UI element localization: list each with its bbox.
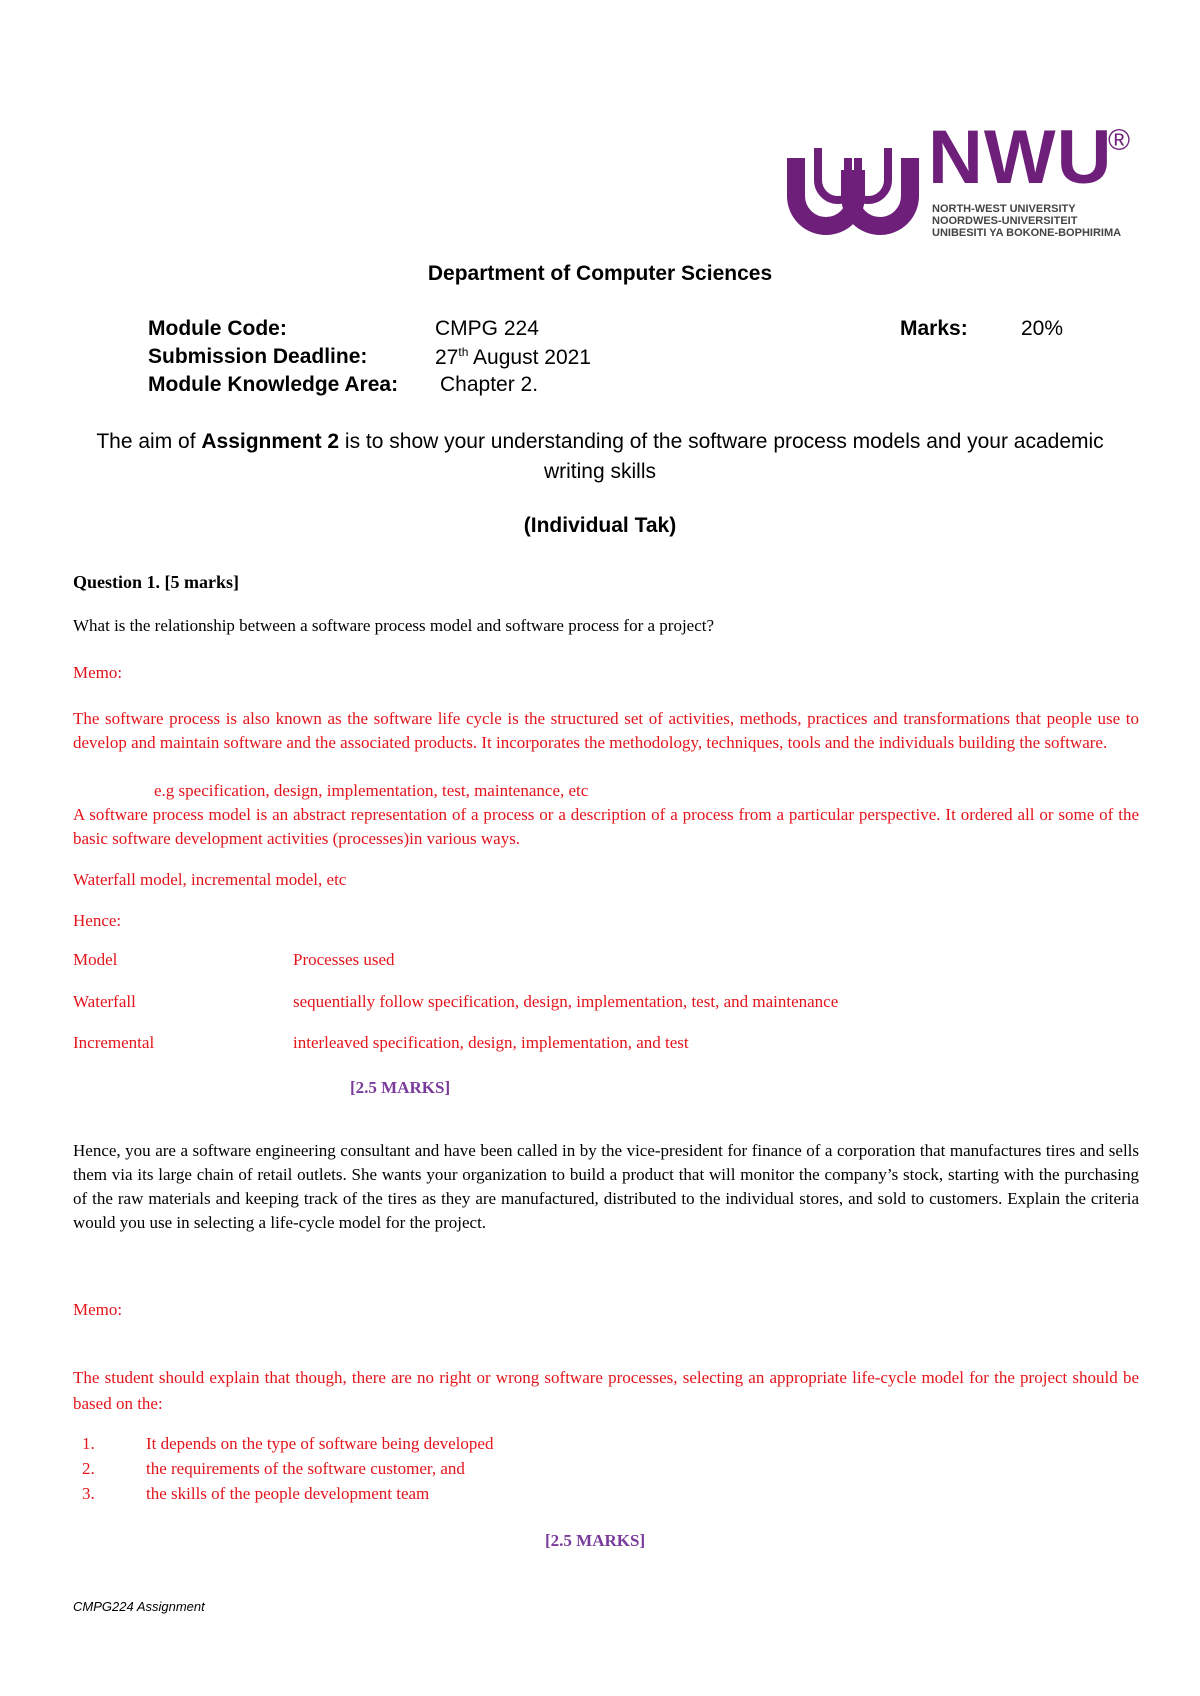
memo-2-label: Memo: (73, 1300, 123, 1319)
aim-text-pre: The aim of (96, 430, 202, 453)
page-footer: CMPG224 Assignment (73, 1599, 205, 1614)
memo-1-models: Waterfall model, incremental model, etc (73, 870, 347, 889)
deadline-row (148, 345, 1108, 373)
aim-assignment-name: Assignment 2 (201, 430, 340, 453)
memo-2-intro: The student should explain that though, there are no right or wrong software processes, selecting an appropriate life-cycle model for the project should be based on the: (73, 1368, 1139, 1413)
memo-1-paragraph-2: A software process model is an abstract representation of a process or a description of a process from a particular perspective. It ordered all or some of the basic software development activities (processes)in various ways. (73, 805, 1139, 848)
memo-1-paragraph-1: The software process is also known as the software life cycle is the structured set of activities, methods, practices and transformations that people use to develop and maintain software and the associated products. It incorporates the methodology, techniques, tools and the individuals building the software. (73, 709, 1139, 752)
assignment-aim (90, 427, 1110, 487)
department-title: Department of Computer Sciences (427, 262, 773, 285)
list-item-number: 1. (82, 1434, 95, 1453)
model-name: Incremental (73, 1033, 155, 1052)
memo-1-marks: [2.5 MARKS] (350, 1078, 451, 1097)
university-names (932, 203, 1121, 239)
model-processes: interleaved specification, design, implementation, and test (293, 1033, 689, 1052)
list-item-text: the skills of the people development team (146, 1484, 430, 1503)
list-item-number: 3. (82, 1484, 95, 1503)
question-1-text: What is the relationship between a software process model and software process for a project? (73, 616, 715, 635)
knowledge-area-value: Chapter 2. (440, 373, 539, 396)
deadline-day: 27 (435, 346, 459, 369)
memo-2-marks: [2.5 MARKS] (545, 1531, 646, 1550)
task-type: (Individual Tak) (523, 514, 677, 537)
aim-text-post: is to show your understanding of the software process models and your academic writing skills (339, 430, 1104, 483)
module-code-label: Module Code: (148, 317, 287, 340)
knowledge-area-label: Module Knowledge Area: (148, 373, 399, 396)
question-1-heading: Question 1. [5 marks] (73, 572, 239, 592)
scenario-paragraph: Hence, you are a software engineering consultant and have been called in by the vice-president for finance of a corporation that manufactures tires and sells them via its large chain of retail outlets. She wants your organization to build a product that will monitor the company’s stock, starting with the purchasing of the raw materials and keeping track of the tires as they are manufactured, distributed to the individual stores, and sold to customers. Explain the criteria would you use in selecting a life-cycle model for the project. (73, 1141, 1139, 1232)
list-item-text: the requirements of the software customer, and (146, 1459, 465, 1478)
model-column-header: Model (73, 950, 118, 969)
nwu-wordmark: NWU (928, 115, 1113, 200)
university-name-af: NOORDWES-UNIVERSITEIT (932, 215, 1078, 227)
module-code-value: CMPG 224 (435, 317, 539, 340)
memo-1-hence: Hence: (73, 911, 122, 930)
university-name-en: NORTH-WEST UNIVERSITY (932, 203, 1076, 215)
deadline-value (435, 345, 591, 370)
model-processes: sequentially follow specification, design, implementation, test, and maintenance (293, 992, 839, 1011)
memo-1-example: e.g specification, design, implementation, test, maintenance, etc (154, 781, 589, 800)
knowledge-area-row (148, 373, 1108, 401)
model-name: Waterfall (73, 992, 136, 1011)
nwu-emblem-icon (778, 118, 928, 238)
marks-label: Marks: (900, 317, 968, 340)
module-code-row (148, 317, 1108, 345)
processes-column-header: Processes used (293, 950, 395, 969)
list-item-text: It depends on the type of software being developed (146, 1434, 494, 1453)
deadline-suffix: th (458, 345, 469, 359)
module-info (148, 317, 1108, 401)
university-name-tn: UNIBESITI YA BOKONE-BOPHIRIMA (932, 227, 1122, 239)
deadline-month-year: August 2021 (468, 346, 591, 369)
registered-mark: ® (1108, 124, 1131, 157)
list-item-number: 2. (82, 1459, 95, 1478)
deadline-label: Submission Deadline: (148, 345, 368, 368)
memo-1-label: Memo: (73, 663, 123, 682)
marks-value: 20% (1021, 317, 1064, 340)
